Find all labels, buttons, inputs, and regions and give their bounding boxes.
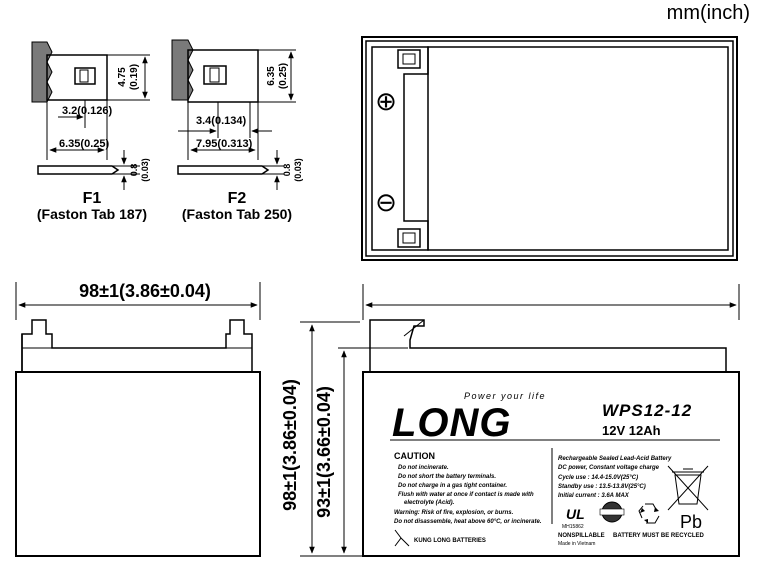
units-label: mm(inch): [666, 2, 750, 24]
caution-item-7: Do not disassemble, heat above 60°C, or incinerate.: [394, 519, 542, 525]
caution-item-1: Do not incinerate.: [398, 465, 449, 471]
f1-hole-dim: 3.2(0.126): [62, 105, 113, 117]
f1-name: F1: [82, 190, 102, 207]
battery-front-view: [300, 284, 739, 556]
battery-side-view: [16, 282, 260, 556]
f1-desc: (Faston Tab 187): [36, 206, 148, 222]
company-logo-icon: [395, 530, 409, 546]
negative-terminal-icon: ⊖: [375, 187, 397, 217]
positive-terminal-icon: ⊕: [375, 86, 397, 116]
caution-item-5: electrolyte (Acid).: [404, 500, 455, 506]
caution-item-4: Flush with water at once if contact is made with: [398, 492, 534, 498]
made-in: Made in Vietnam: [558, 541, 596, 547]
total-height-dimension: 98±1(3.86±0.04): [280, 379, 300, 511]
caution-item-3: Do not charge in a gas tight container.: [398, 483, 508, 489]
f1-thick-dim-inch: (0.03): [140, 158, 150, 182]
brand-tagline: Power your life: [464, 391, 547, 401]
spec-subtitle: DC power, Constant voltage charge: [558, 465, 660, 471]
recycle-note: BATTERY MUST BE RECYCLED: [613, 533, 704, 539]
nonspillable-text: NONSPILLABLE: [558, 533, 605, 539]
voltage-capacity: 12V 12Ah: [602, 423, 661, 438]
spec-initial: Initial current : 3.6A MAX: [558, 493, 629, 499]
f1-width-dim: 6.35(0.25): [59, 138, 110, 150]
brand-logo: LONG: [392, 401, 512, 445]
recycle-icon: [639, 504, 659, 523]
width-dimension: 98±1(3.86±0.04): [79, 281, 211, 301]
spec-cycle: Cycle use : 14.4-15.0V(25°C): [558, 475, 639, 481]
f2-thick-dim-inch: (0.03): [293, 158, 303, 182]
f1-height-dim: 4.75: [117, 67, 128, 87]
ul-code: MH15862: [562, 524, 584, 530]
pb-mark: Pb: [680, 512, 703, 532]
f1-height-dim-inch: (0.19): [129, 63, 140, 91]
box-height-dimension: 93±1(3.66±0.04): [314, 386, 334, 518]
caution-item-2: Do not short the battery terminals.: [398, 474, 497, 480]
nonspillable-seal-icon: [600, 502, 624, 522]
f2-thick-dim: 0.8: [282, 163, 292, 177]
spec-standby: Standby use : 13.5-13.8V(25°C): [558, 484, 646, 490]
caution-title: CAUTION: [394, 451, 435, 461]
crossed-bin-icon: [668, 466, 708, 510]
f1-thick-dim: 0.8: [129, 163, 139, 177]
caution-item-6: Warning: Risk of fire, explosion, or burns.: [394, 510, 514, 516]
f2-desc: (Faston Tab 250): [181, 206, 293, 222]
f2-height-dim: 6.35: [266, 66, 277, 86]
f2-width-dim: 7.95(0.313): [196, 138, 253, 150]
model-number: WPS12-12: [602, 401, 693, 420]
battery-top-view: [362, 37, 737, 260]
ul-mark: UL: [566, 506, 585, 522]
f2-hole-dim: 3.4(0.134): [196, 115, 247, 127]
spec-title: Rechargeable Sealed Lead-Acid Battery: [558, 456, 672, 462]
company-name: KUNG LONG BATTERIES: [414, 538, 486, 544]
f2-height-dim-inch: (0.25): [278, 62, 289, 90]
f2-name: F2: [227, 190, 247, 207]
